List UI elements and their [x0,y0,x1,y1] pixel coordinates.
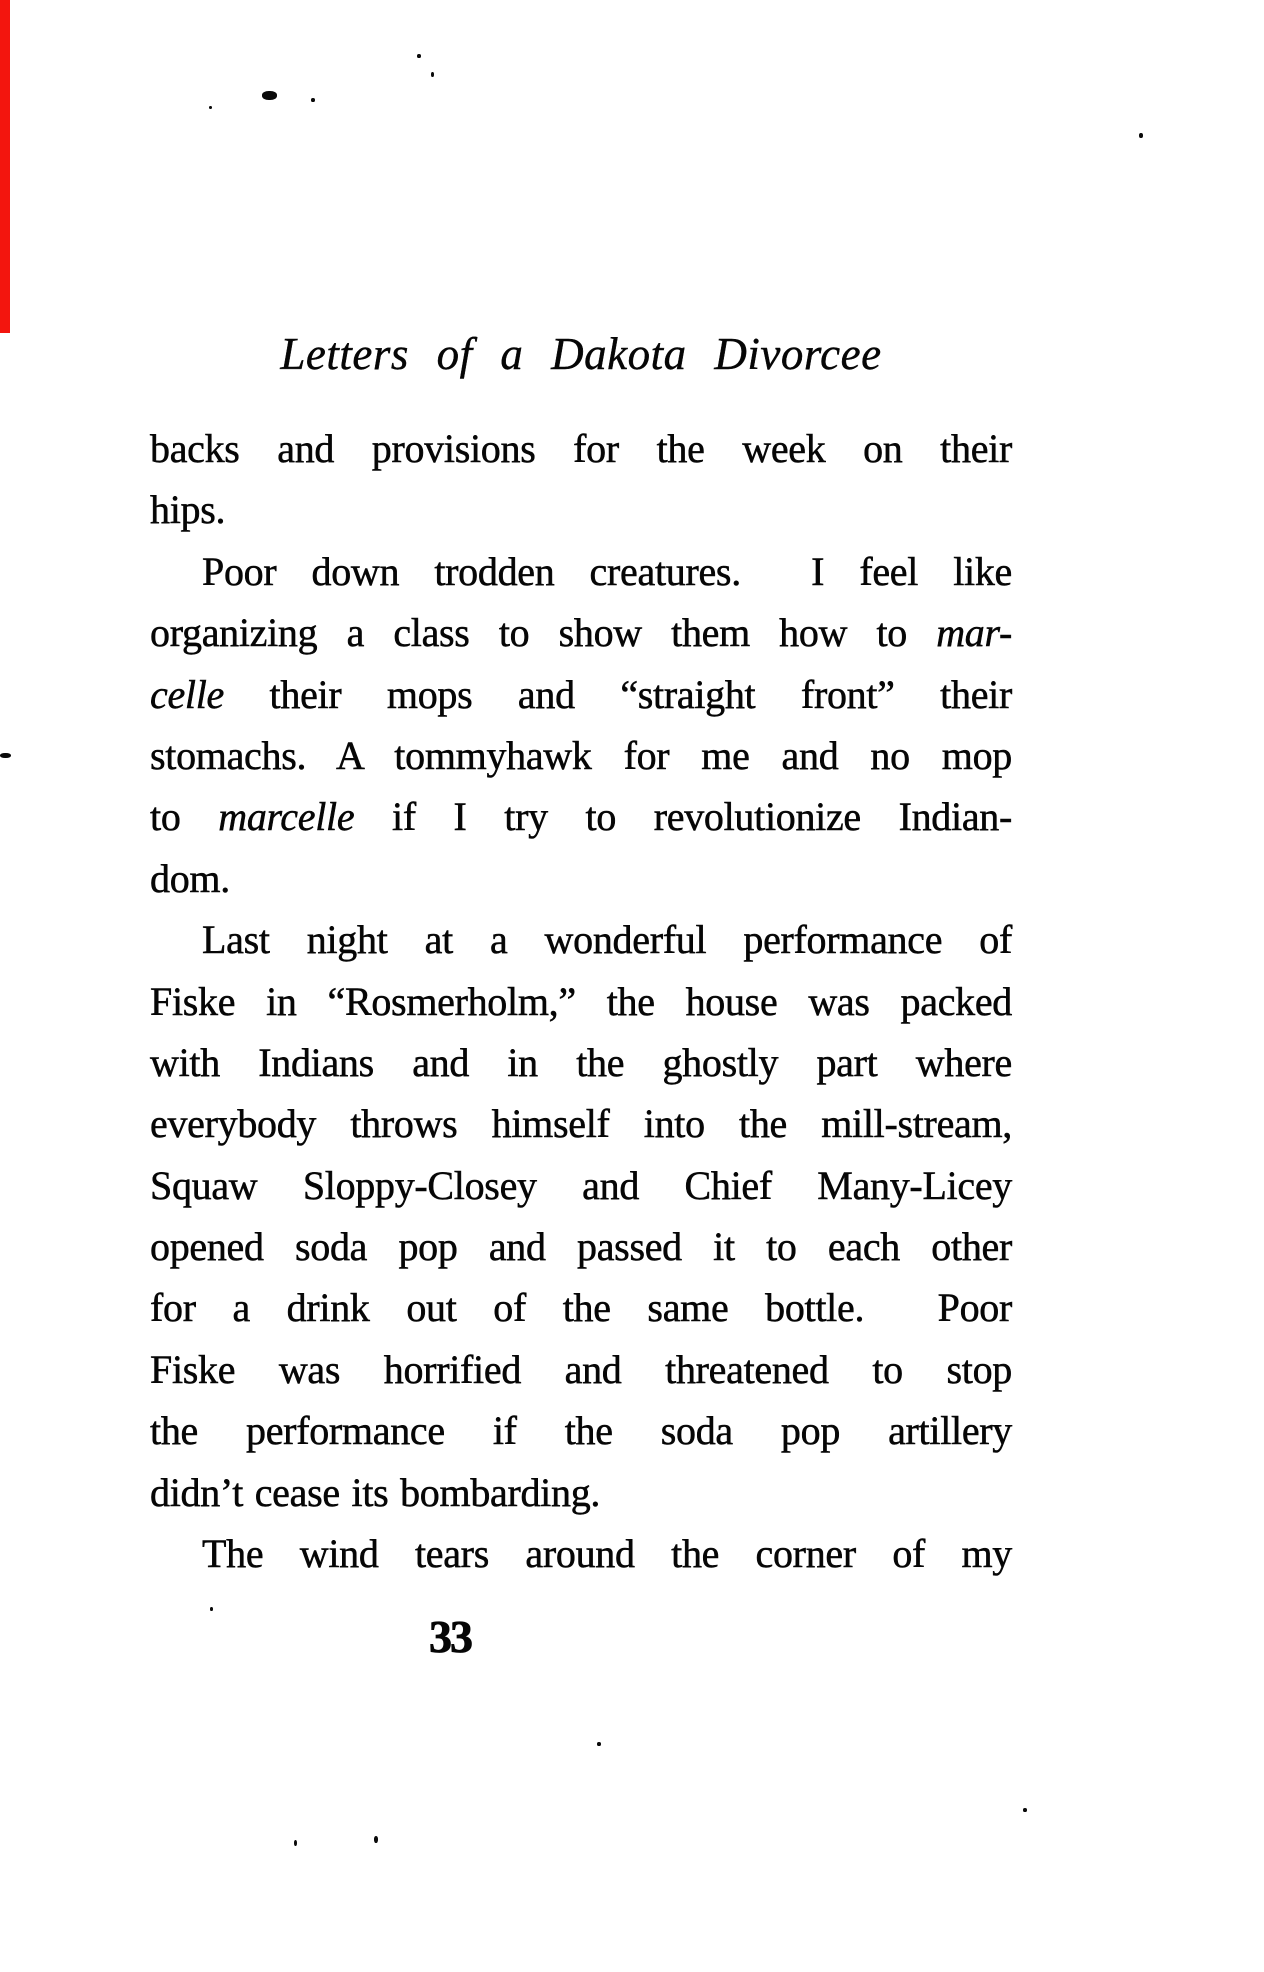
text-line [150,1155,1012,1216]
text-segment: organizing a class to show them how to [150,610,937,656]
ink-speck [0,753,11,758]
text-segment: backs and provisions for the week on their [150,426,1012,471]
italic-text-segment: marcelle [218,794,355,840]
text-line [150,1216,1012,1277]
text-line [150,909,1012,970]
ink-speck [374,1836,378,1843]
ink-speck [431,72,434,77]
text-line [150,602,1012,663]
text-segment: to [150,794,219,840]
text-segment: their mops and “straight front” their [224,671,1012,717]
ink-speck [262,91,277,100]
text-segment: didn’t cease its bombarding. [150,1469,601,1515]
text-line [150,479,1012,540]
ink-speck [1023,1808,1027,1812]
text-line [150,1400,1012,1461]
text-line [150,418,1012,479]
text-segment: Last night at a wonderful performance of [202,917,1012,963]
text-line [150,971,1012,1032]
text-segment: dom. [150,855,230,901]
text-segment: Poor down trodden creatures. I feel like [202,548,1012,594]
text-line [150,1277,1012,1338]
text-segment: opened soda pop and passed it to each other [150,1224,1012,1270]
text-segment: Fiske in “Rosmerholm,” the house was packed [150,978,1012,1024]
ink-speck [209,106,212,109]
ink-speck [417,54,421,58]
scan-edge-artifact [0,0,10,333]
text-segment: Fiske was horrified and threatened to stop [150,1346,1012,1392]
text-segment: for a drink out of the same bottle. Poor [150,1285,1012,1331]
text-line [150,664,1012,725]
running-head: Letters of a Dakota Divorcee [280,329,882,379]
text-line [150,786,1012,847]
text-line [150,1093,1012,1154]
text-line [150,725,1012,786]
text-line [150,1032,1012,1093]
text-segment: the performance if the soda pop artillery [150,1408,1012,1454]
ink-speck [294,1840,297,1846]
text-segment: with Indians and in the ghostly part where [150,1039,1012,1085]
text-segment: Squaw Sloppy-Closey and Chief Many-Licey [150,1162,1012,1208]
body-text [150,418,1012,1584]
ink-speck [311,98,315,102]
ink-speck [210,1607,213,1611]
text-line [150,1523,1012,1584]
page-number: 33 [429,1611,471,1662]
text-segment: hips. [150,487,226,533]
ink-speck [597,1742,601,1746]
italic-text-segment: mar- [936,610,1012,656]
text-segment: stomachs. A tommyhawk for me and no mop [150,732,1012,778]
text-line [150,541,1012,602]
italic-text-segment: celle [150,671,224,717]
text-segment: if I try to revolutionize Indian- [354,794,1012,840]
text-line [150,848,1012,909]
text-segment: everybody throws himself into the mill-stream, [150,1101,1012,1147]
text-line [150,1462,1012,1523]
text-line [150,1339,1012,1400]
text-segment: The wind tears around the corner of my [202,1531,1012,1577]
ink-speck [1139,133,1143,138]
